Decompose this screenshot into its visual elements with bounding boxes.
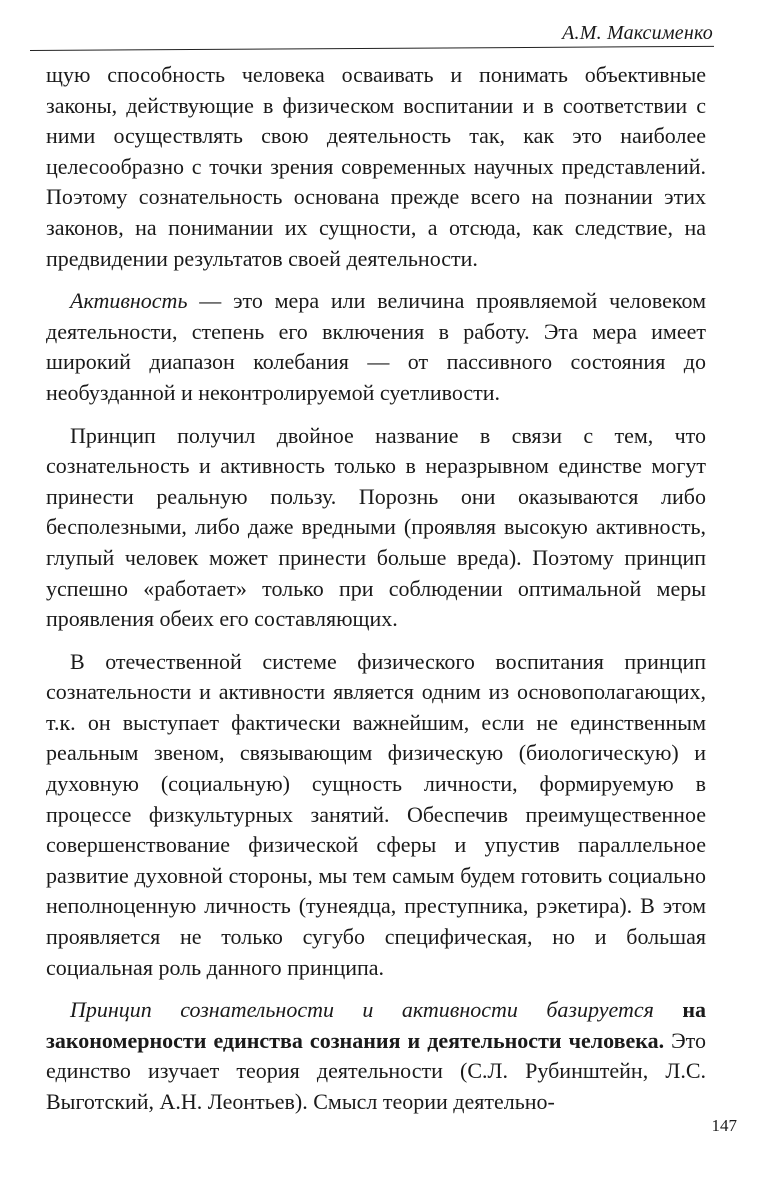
paragraph-double-name: Принцип получил двойное название в связи с тем, что сознательность и активность только в неразрывном единстве могут принести реальную пользу. Порознь они оказываются либо бесполезными, либо даже вредными (проявляя высокую активность, глупый человек может принести больше вреда). Поэтому принцип успешно «работает» только при соблюдении оптимальной меры проявления обеих его составляющих. (46, 422, 706, 632)
paragraph-activity-text: — это мера или величина проявляемой человеком деятельности, степень его включения в работу. Эта мера имеет широкий диапазон колебания — от пассивного состояния до необузданной и неконтролируемой суетливости. (46, 288, 706, 405)
paragraph-principle-basis (46, 995, 706, 1117)
term-activity: Активность (70, 288, 188, 314)
body-text (46, 60, 706, 1130)
page-number: 147 (711, 1116, 737, 1135)
paragraph-continuation: щую способность человека осваивать и понимать объективные законы, действующие в физическом воспитании и в соответствии с ними осуществлять свою деятельность так, как это наиболее целесообразно с точки зрения современных научных представлений. Поэтому сознательность основана прежде всего на познании этих законов, на понимании их сущности, а отсюда, как следствие, на предвидении результатов своей деятельности. (46, 62, 706, 271)
running-header-author: А.М. Максименко (562, 22, 713, 44)
principle-theory-text: Это единство изучает теория деятельности (С.Л. Рубинштейн, Л.С. Выготский, А.Н. Леонтьев). Смысл теории деятельно- (46, 1027, 706, 1114)
paragraph-domestic-system: В отечественной системе физического воспитания принцип сознательности и активности является одним из основополагающих, т.к. он выступает фактически важнейшим, если не единственным реальным звеном, связывающим физическую (биологическую) и духовную (социальную) сущность личности, формируемую в процессе физкультурных занятий. Обеспечив преимущественное совершенствование физической сферы и упустив параллельное развитие духовной стороны, мы тем самым будем готовить социально неполноценную личность (тунеядца, преступника, рэкетира). В этом проявляется не только сугубо специфическая, но и большая социальная роль данного принципа. (46, 648, 706, 980)
principle-law: на закономерности единства сознания и деятельности человека. (46, 997, 707, 1053)
principle-phrase: Принцип сознательности и активности базируется (70, 997, 654, 1023)
header-rule (30, 46, 714, 51)
paragraph-activity-definition (46, 286, 706, 408)
